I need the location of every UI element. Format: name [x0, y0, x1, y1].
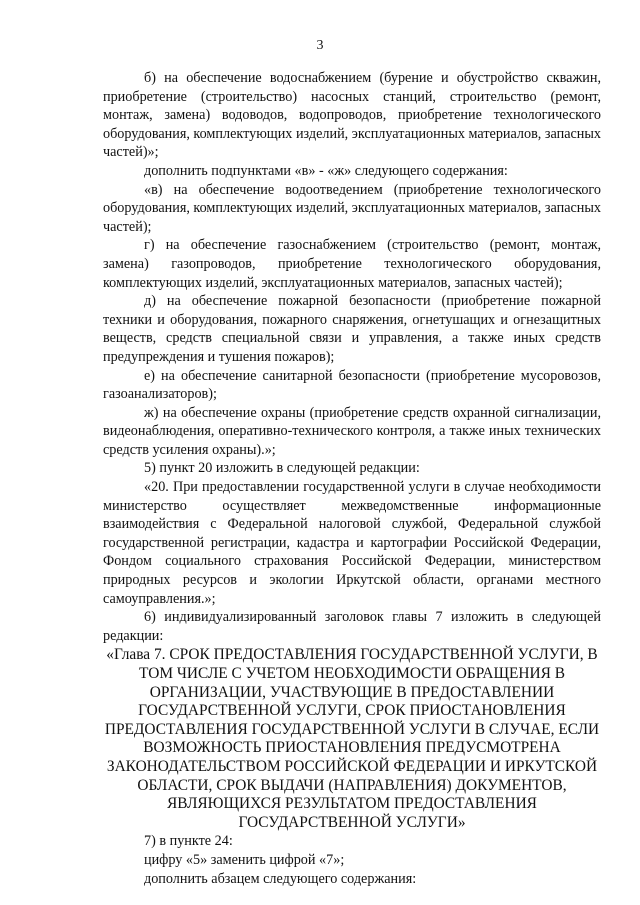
paragraph-point-20-text: «20. При предоставлении государственной услуги в случае необходимости министерство осуществляет межведомственные информационные взаимодействия с Федеральной налоговой службой, Федеральной службой государственной регистрации, кадастра и картографии Российской Федерации, Фондом социального страхования Российской Федерации, министерством природных ресурсов и экологии Иркутской области, органами местного самоуправления.»; — [103, 479, 601, 607]
document-body — [103, 69, 601, 888]
paragraph-point-7: 7) в пункте 24: — [144, 833, 233, 850]
paragraph-item-e-sanitary: е) на обеспечение санитарной безопасности (приобретение мусоровозов, газоанализаторов); — [103, 367, 601, 403]
paragraph-add-subitems: дополнить подпунктами «в» - «ж» следующего содержания: — [144, 162, 508, 179]
paragraph-replace-digit: цифру «5» заменить цифрой «7»; — [144, 851, 345, 868]
paragraph-point-6: 6) индивидуализированный заголовок главы 7 изложить в следующей редакции: — [103, 609, 601, 644]
page-number: 3 — [316, 38, 324, 53]
paragraph-item-g-gas-supply: г) на обеспечение газоснабжением (строительство (ремонт, монтаж, замена) газопроводов, приобретение технологического оборудования, комплектующих изделий, эксплуатационных материалов, запасных частей); — [103, 237, 601, 291]
paragraph-water-supply: б) на обеспечение водоснабжением (бурение и обустройство скважин, приобретение (строительство) насосных станций, строительство (ремонт, монтаж, замена) водоводов, водопроводов, приобретение технологического оборудования, комплектующих изделий, эксплуатационных материалов, запасных частей)»; — [103, 70, 602, 161]
paragraph-add-abzac: дополнить абзацем следующего содержания: — [144, 870, 417, 887]
paragraph-point-5: 5) пункт 20 изложить в следующей редакции: — [144, 460, 420, 477]
paragraph-item-v-drainage: «в) на обеспечение водоотведением (приобретение технологического оборудования, комплектующих изделий, эксплуатационных материалов, запасных частей); — [103, 181, 602, 235]
paragraph-item-d-fire-safety: д) на обеспечение пожарной безопасности (приобретение пожарной техники и оборудования, пожарного снаряжения, огнетушащих и огнезащитных веществ, средств специальной связи и управления, а также иных средств предупреждения и тушения пожаров); — [103, 293, 601, 365]
chapter-7-heading: «Глава 7. СРОК ПРЕДОСТАВЛЕНИЯ ГОСУДАРСТВЕННОЙ УСЛУГИ, В ТОМ ЧИСЛЕ С УЧЕТОМ НЕОБХОДИМОСТИ ОБРАЩЕНИЯ В ОРГАНИЗАЦИИ, УЧАСТВУЮЩИЕ В ПРЕДОСТАВЛЕНИИ ГОСУДАРСТВЕННОЙ УСЛУГИ, СРОК ПРИОСТАНОВЛЕНИЯ ПРЕДОСТАВЛЕНИЯ ГОСУДАРСТВЕННОЙ УСЛУГИ В СЛУЧАЕ, ЕСЛИ ВОЗМОЖНОСТЬ ПРИОСТАНОВЛЕНИЯ ПРЕДУСМОТРЕНА ЗАКОНОДАТЕЛЬСТВОМ РОССИЙСКОЙ ФЕДЕРАЦИИ И ИРКУТСКОЙ ОБЛАСТИ, СРОК ВЫДАЧИ (НАПРАВЛЕНИЯ) ДОКУМЕНТОВ, ЯВЛЯЮЩИХСЯ РЕЗУЛЬТАТОМ ПРЕДОСТАВЛЕНИЯ ГОСУДАРСТВЕННОЙ УСЛУГИ» — [104, 646, 600, 831]
paragraph-item-zh-security: ж) на обеспечение охраны (приобретение средств охранной сигнализации, видеонаблюдения, оперативно-технического контроля, а также иных технических средств усиления охраны).»; — [103, 404, 601, 458]
